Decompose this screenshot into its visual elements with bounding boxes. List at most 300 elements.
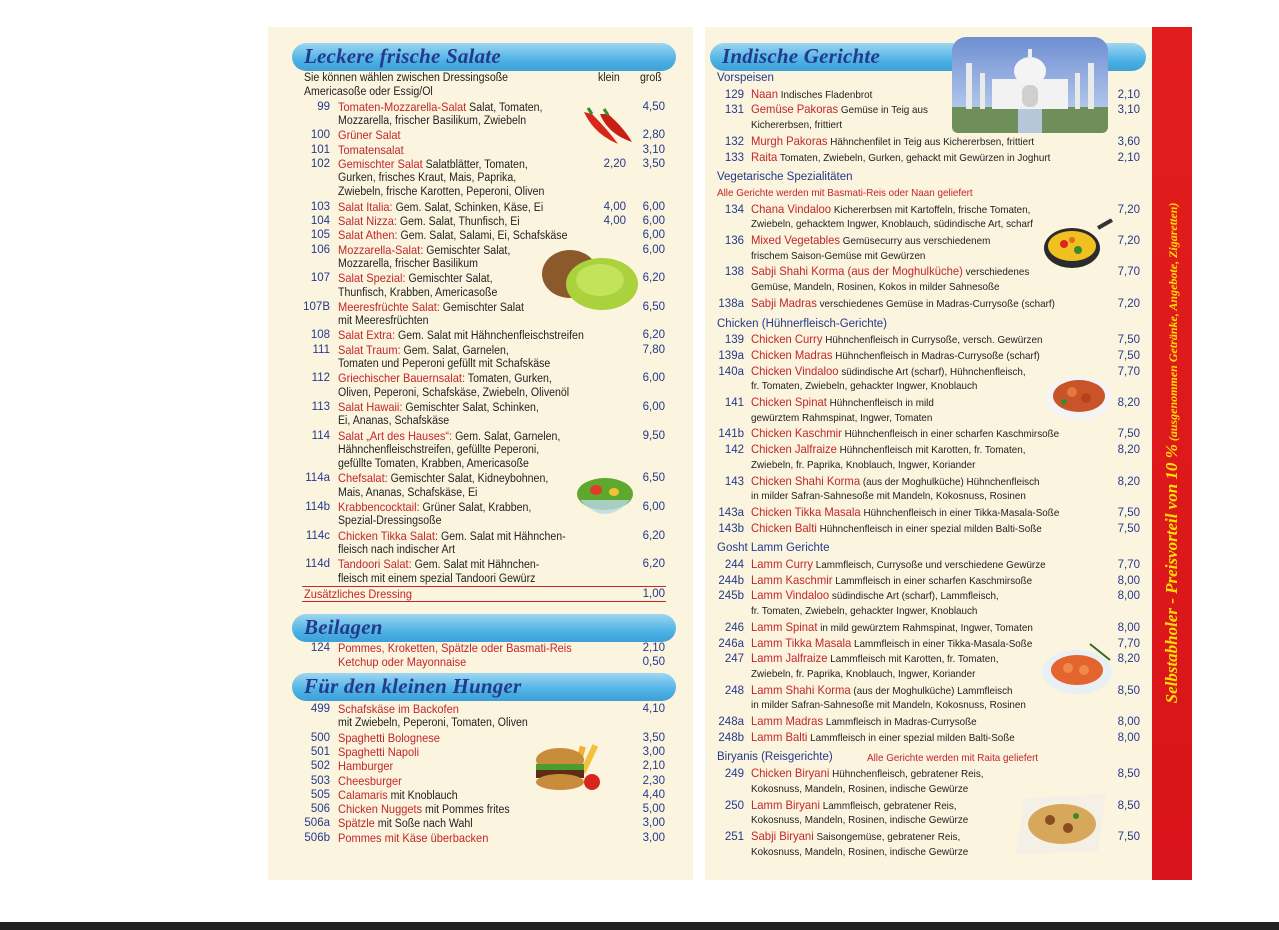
dish-item — [751, 475, 1040, 489]
item-number: 140a — [718, 365, 744, 378]
price: 8,20 — [1117, 475, 1140, 488]
item-description: Mais, Ananas, Schafskäse, Ei — [338, 486, 478, 499]
item-number: 139a — [718, 349, 744, 362]
price: 4,10 — [642, 703, 665, 715]
item-number: 143 — [724, 475, 744, 488]
side-item — [338, 641, 572, 656]
price: 7,20 — [1117, 297, 1140, 310]
item-description: Zwiebeln, frische Karotten, Peperoni, Oliven — [338, 186, 545, 199]
dish-item — [751, 427, 1059, 441]
item-number: 105 — [310, 229, 330, 242]
price: 8,00 — [1117, 716, 1140, 728]
price: 7,50 — [1117, 522, 1140, 535]
salads-intro: Americasoße oder Essig/Öl — [304, 86, 433, 99]
dish-item — [751, 365, 1026, 379]
side-item — [338, 655, 466, 670]
item-description: Hühnchenfleisch in Madras-Currysoße (scharf) — [832, 349, 1040, 362]
item-description: Oliven, Peperoni, Schafskäse, Zwiebeln, Olivenöl — [338, 386, 570, 399]
item-description: Gem. Salat mit Hähnchen- — [411, 559, 540, 572]
snack-item — [338, 816, 473, 831]
dish-item — [751, 203, 1030, 217]
dish-item — [751, 799, 957, 813]
price: 7,70 — [1117, 365, 1140, 378]
price-large: 6,20 — [642, 329, 665, 342]
price: 8,00 — [1117, 590, 1140, 603]
item-description: Gemischter Salat, Schinken, — [402, 401, 539, 414]
price: 8,20 — [1117, 653, 1140, 666]
price: 4,40 — [642, 788, 665, 801]
item-number: 100 — [310, 129, 330, 142]
item-description: Lammfleisch in einer scharfen Kaschmirsoße — [832, 574, 1033, 587]
snack-item — [338, 774, 402, 789]
item-description: Zwiebeln, fr. Paprika, Knoblauch, Ingwer, Koriander — [751, 667, 976, 680]
item-number: 133 — [724, 151, 744, 164]
snack-item — [338, 731, 440, 746]
item-number: 108 — [310, 329, 330, 342]
extra-dressing-price: 1,00 — [642, 587, 665, 600]
item-name: Krabbencocktail: — [338, 500, 420, 514]
price: 3,00 — [642, 745, 665, 758]
item-name: Lamm Biryani — [751, 797, 820, 812]
item-name: Salat Traum: — [338, 342, 401, 357]
item-number: 503 — [310, 774, 330, 787]
dish-item — [751, 589, 999, 603]
item-number: 506b — [304, 831, 330, 844]
item-description: frischem Saison-Gemüse mit Gewürzen — [751, 249, 926, 262]
dish-item — [751, 234, 990, 248]
item-name: Chicken Shahi Korma — [751, 473, 861, 488]
salad-item — [338, 328, 584, 343]
salad-item — [338, 214, 520, 229]
price-large: 2,80 — [642, 129, 665, 142]
price-large: 6,00 — [642, 200, 665, 213]
item-description: Hühnchenfleisch, gebratener Reis, — [829, 768, 984, 781]
dish-item — [751, 621, 1033, 635]
price-large: 3,10 — [642, 143, 665, 156]
item-number: 136 — [724, 235, 744, 247]
snack-item — [338, 802, 510, 817]
salad-item — [338, 157, 528, 172]
price: 7,50 — [1117, 830, 1140, 843]
price: 7,20 — [1117, 235, 1140, 247]
item-name: Salat „Art des Hauses“: — [338, 428, 453, 443]
item-description: Grüner Salat, Krabben, — [419, 502, 532, 514]
item-number: 114a — [305, 472, 330, 485]
item-description: Lammfleisch, gebratener Reis, — [819, 799, 957, 812]
dish-item — [751, 333, 1042, 347]
discount-text: Selbstabholer - Preisvorteil von 10 % (ausgenommen Getränke, Angebote, Zigaretten) — [1162, 202, 1181, 704]
item-number: 505 — [310, 788, 330, 801]
item-number: 246a — [718, 637, 744, 650]
scanner-edge — [0, 922, 1279, 930]
dish-item — [751, 574, 1032, 588]
item-description: Salatblätter, Tomaten, — [422, 158, 528, 171]
item-number: 107B — [303, 300, 330, 313]
item-description: Gem. Salat, Thunfisch, Ei — [396, 216, 520, 228]
dish-item — [751, 830, 960, 844]
price-small: 2,20 — [603, 157, 626, 170]
salad-item — [338, 500, 531, 515]
item-number: 249 — [724, 768, 744, 781]
dish-item — [751, 396, 934, 410]
item-name: Chicken Tikka Masala — [751, 504, 861, 519]
item-description: Saisongemüse, gebratener Reis, — [813, 830, 961, 843]
item-name: Spaghetti Napoli — [338, 744, 420, 759]
price-large: 6,00 — [642, 215, 665, 227]
price: 8,50 — [1117, 768, 1140, 781]
salad-item — [338, 200, 543, 215]
item-description: in mild gewürztem Rahmspinat, Ingwer, Tomaten — [817, 621, 1033, 634]
item-name: Chicken Curry — [751, 332, 823, 347]
item-number: 138 — [724, 266, 744, 279]
snack-item — [338, 702, 459, 717]
dish-item — [751, 443, 1025, 457]
salad-bowl-image — [574, 470, 636, 528]
item-name: Schafskäse im Backofen — [338, 702, 459, 716]
snack-item — [338, 745, 419, 760]
item-name: Hamburger — [338, 759, 394, 774]
price: 8,20 — [1117, 397, 1140, 409]
item-number: 114b — [305, 501, 330, 513]
item-name: Griechischer Bauernsalat: — [338, 371, 466, 386]
price: 8,00 — [1117, 731, 1140, 744]
item-name: Chicken Madras — [751, 347, 833, 362]
price: 7,50 — [1117, 334, 1140, 347]
small-hunger-title: Für den kleinen Hunger — [304, 674, 522, 698]
item-description: südindische Art (scharf), Hühnchenfleisch, — [838, 365, 1026, 378]
dish-item — [751, 637, 1032, 651]
item-name: Lamm Jalfraize — [751, 651, 828, 666]
item-description: fleisch nach indischer Art — [338, 543, 456, 556]
dish-item — [751, 684, 1013, 698]
chili-peppers-image — [578, 104, 638, 152]
item-description: Gemischter Salat, — [405, 273, 493, 286]
sides-title: Beilagen — [304, 615, 383, 639]
item-name: Meeresfrüchte Salat: — [338, 299, 440, 314]
item-description: Hühnchenfleisch in einer Tikka-Masala-Soße — [860, 506, 1060, 519]
price: 2,10 — [1117, 151, 1140, 164]
item-name: Tandoori Salat: — [338, 557, 412, 572]
item-description: Gem. Salat mit Hähnchenfleischstreifen — [395, 330, 584, 343]
item-name: Salat Athen: — [338, 228, 398, 243]
item-description: Lammfleisch in einer spezial milden Balti-Soße — [807, 731, 1015, 744]
dish-item — [751, 652, 998, 666]
item-description: fr. Tomaten, Zwiebeln, gehackter Ingwer, Knoblauch — [751, 380, 978, 393]
item-number: 139 — [724, 334, 744, 347]
item-number: 251 — [724, 830, 744, 843]
item-name: Mixed Vegetables — [751, 233, 841, 247]
item-number: 104 — [310, 215, 330, 227]
item-name: Naan — [751, 86, 778, 101]
item-name: Grüner Salat — [338, 128, 401, 143]
item-name: Gemischter Salat — [338, 156, 423, 171]
salad-item — [338, 400, 539, 415]
item-description: Hähnchenfilet in Teig aus Kichererbsen, frittiert — [827, 135, 1035, 148]
item-description: Lammfleisch mit Karotten, fr. Tomaten, — [827, 653, 999, 666]
item-number: 501 — [310, 745, 330, 758]
item-number: 106 — [310, 243, 330, 256]
item-name: Tomaten-Mozzarella-Salat — [338, 99, 467, 114]
item-number: 99 — [317, 100, 330, 113]
item-description: Gemüse in Teig aus — [838, 104, 928, 117]
col-large-header: groß — [640, 72, 662, 84]
dish-item — [751, 715, 977, 729]
dish-item — [751, 349, 1040, 363]
item-name: Murgh Pakoras — [751, 133, 828, 148]
dish-item — [751, 558, 1046, 572]
dish-item — [751, 265, 1029, 279]
price-large: 6,50 — [642, 472, 665, 485]
item-number: 111 — [312, 343, 330, 356]
price-large: 6,20 — [642, 529, 665, 542]
item-description: gewürztem Rahmspinat, Ingwer, Tomaten — [751, 411, 933, 424]
item-number: 142 — [724, 444, 744, 457]
item-name: Sabji Madras — [751, 295, 817, 310]
item-description: fleisch mit einem spezial Tandoori Gewürz — [338, 572, 536, 585]
price: 7,50 — [1117, 428, 1140, 441]
item-description: Kichererbsen, frittiert — [751, 119, 843, 132]
item-name: Ketchup oder Mayonnaise — [338, 655, 467, 670]
item-description: Kokosnuss, Mandeln, Rosinen, indische Gewürze — [751, 782, 969, 795]
price: 7,70 — [1117, 266, 1140, 279]
item-description: Hähnchenfleischstreifen, gefüllte Peperoni, — [338, 443, 540, 456]
salad-item — [338, 471, 548, 486]
price-large: 6,00 — [642, 501, 665, 513]
item-description: Kichererbsen mit Kartoffeln, frische Tomaten, — [831, 203, 1031, 216]
section-heading: Vegetarische Spezialitäten — [717, 171, 853, 184]
item-number: 248b — [718, 731, 744, 744]
price: 2,10 — [1117, 88, 1140, 101]
price-large: 4,50 — [642, 100, 665, 113]
extra-dressing-row — [304, 587, 412, 602]
item-name: Sabji Shahi Korma (aus der Moghulküche) — [751, 264, 963, 279]
item-name: Chana Vindaloo — [751, 201, 832, 216]
snack-item — [338, 759, 393, 774]
lettuce-image — [540, 244, 640, 312]
item-number: 506 — [310, 803, 330, 816]
burger-fries-image — [526, 738, 606, 794]
salads-intro: Sie können wählen zwischen Dressingsoße — [304, 72, 509, 84]
price-large: 7,80 — [642, 343, 665, 356]
salad-item — [338, 271, 493, 286]
item-number: 143a — [718, 506, 744, 519]
item-name: Spaghetti Bolognese — [338, 730, 440, 745]
price: 2,10 — [642, 642, 665, 654]
item-number: 103 — [310, 200, 330, 213]
salad-item — [338, 128, 401, 143]
item-number: 129 — [724, 88, 744, 101]
price: 8,20 — [1117, 444, 1140, 457]
salad-item — [338, 100, 543, 115]
dish-item — [751, 151, 1050, 165]
item-number: 141b — [718, 428, 744, 441]
salad-item — [338, 228, 567, 243]
item-description: Kokosnuss, Mandeln, Rosinen, indische Gewürze — [751, 814, 969, 827]
dish-item — [751, 506, 1059, 520]
price: 8,00 — [1117, 621, 1140, 634]
price: 2,10 — [642, 760, 665, 773]
discount-sidebar — [1152, 27, 1192, 880]
item-name: Pommes mit Käse überbacken — [338, 830, 489, 845]
sides-banner — [292, 614, 676, 642]
item-description: Gem. Salat, Salami, Ei, Schafskäse — [397, 230, 568, 243]
item-name: Salat Italia: — [338, 199, 393, 214]
item-name: Chicken Tikka Salat: — [338, 528, 439, 543]
price: 7,70 — [1117, 559, 1140, 571]
item-number: 114d — [305, 558, 330, 571]
dish-item — [751, 767, 984, 781]
salad-item — [338, 343, 509, 358]
item-name: Lamm Madras — [751, 714, 824, 728]
price: 3,60 — [1117, 135, 1140, 148]
price: 8,50 — [1117, 684, 1140, 697]
item-name: Sabji Biryani — [751, 828, 814, 843]
item-description: Thunfisch, Krabben, Americasoße — [338, 286, 498, 299]
item-number: 250 — [724, 799, 744, 812]
biryani-image — [1010, 790, 1110, 858]
shrimp-dish-image — [1040, 640, 1114, 698]
salads-title: Leckere frische Salate — [304, 44, 501, 68]
price-large: 6,20 — [642, 272, 665, 285]
taj-mahal-image — [952, 37, 1108, 133]
dish-item — [751, 135, 1034, 149]
item-description: gefüllte Tomaten, Krabben, Americasoße — [338, 458, 529, 471]
item-number: 247 — [724, 653, 744, 666]
item-number: 502 — [310, 760, 330, 773]
item-number: 102 — [310, 157, 330, 170]
item-description: Kokosnuss, Mandeln, Rosinen, indische Gewürze — [751, 845, 969, 858]
item-description: Ei, Ananas, Schafskäse — [338, 415, 450, 428]
item-description: fr. Tomaten, Zwiebeln, gehackter Ingwer, Knoblauch — [751, 605, 978, 618]
item-description: in milder Safran-Sahnesoße mit Mandeln, Kokosnuss, Rosinen — [751, 699, 1026, 712]
salad-item — [338, 143, 404, 158]
item-description: Gemischter Salat, — [423, 244, 511, 257]
section-heading: Biryanis (Reisgerichte) — [717, 751, 833, 764]
item-description: Mozzarella, frischer Basilikum — [338, 257, 478, 270]
price-large: 6,00 — [642, 229, 665, 242]
price-large: 6,00 — [642, 400, 665, 413]
price: 3,50 — [642, 731, 665, 744]
item-number: 134 — [724, 203, 744, 216]
price: 7,50 — [1117, 506, 1140, 519]
price: 5,00 — [642, 803, 665, 816]
item-description: Gem. Salat, Garnelen, — [452, 430, 561, 443]
item-name: Chicken Jalfraize — [751, 442, 837, 457]
indian-title: Indische Gerichte — [722, 44, 880, 68]
item-description: Zwiebeln, gehacktem Ingwer, Knoblauch, südindische Art, scharf — [751, 218, 1033, 231]
item-name: Salat Hawaii: — [338, 399, 403, 414]
item-description: mit Zwiebeln, Peperoni, Tomaten, Oliven — [338, 717, 528, 730]
col-small-header: klein — [598, 72, 620, 84]
dressing-rule — [302, 601, 666, 602]
item-name: Lamm Curry — [751, 557, 814, 571]
dish-item — [751, 103, 928, 117]
item-description: (aus der Moghulküche) Hühnchenfleisch — [860, 475, 1040, 488]
section-heading: Chicken (Hühnerfleisch-Gerichte) — [717, 317, 888, 330]
item-description: Gemüse, Mandeln, Rosinen, Kokos in milder Sahnesoße — [751, 281, 1000, 294]
price: 7,70 — [1117, 637, 1140, 650]
item-description: mit Knoblauch — [387, 789, 458, 802]
item-description: Lammfleisch, Currysoße und verschiedene Gewürze — [813, 559, 1046, 571]
item-number: 132 — [724, 135, 744, 148]
item-name: Salat Nizza: — [338, 214, 397, 228]
item-description: Gem. Salat, Garnelen, — [400, 344, 509, 357]
section-note: Alle Gerichte werden mit Basmati-Reis oder Naan geliefert — [717, 186, 973, 199]
item-number: 246 — [724, 621, 744, 634]
item-description: südindische Art (scharf), Lammfleisch, — [829, 590, 999, 603]
item-number: 244 — [724, 559, 744, 571]
item-number: 244b — [718, 574, 744, 587]
price-large: 3,50 — [642, 157, 665, 170]
item-description: Salat, Tomaten, — [466, 101, 543, 114]
item-number: 131 — [724, 104, 744, 117]
item-name: Chicken Spinat — [751, 395, 827, 409]
item-number: 499 — [310, 703, 330, 715]
item-number: 114 — [311, 429, 330, 442]
item-name: Chicken Balti — [751, 520, 817, 535]
item-name: Chicken Biryani — [751, 766, 830, 781]
section-heading: Gosht Lamm Gerichte — [717, 542, 830, 555]
dish-item — [751, 88, 872, 102]
item-name: Tomatensalat — [338, 142, 404, 157]
item-number: 107 — [310, 272, 330, 285]
price: 8,00 — [1117, 574, 1140, 587]
item-number: 113 — [311, 400, 330, 413]
price-large: 6,00 — [642, 243, 665, 256]
item-description: mit Meeresfrüchten — [338, 315, 429, 328]
item-description: in milder Safran-Sahnesoße mit Mandeln, Kokosnuss, Rosinen — [751, 490, 1026, 503]
price: 3,10 — [1117, 104, 1140, 117]
salad-item — [338, 243, 510, 258]
item-description: Gem. Salat mit Hähnchen- — [438, 530, 566, 543]
item-number: 506a — [304, 817, 330, 830]
chicken-dish-image — [1044, 368, 1114, 424]
salad-item — [338, 529, 566, 544]
price: 3,00 — [642, 831, 665, 844]
item-name: Chefsalat: — [338, 471, 388, 486]
item-number: 245b — [718, 590, 744, 603]
item-description: mit Soße nach Wahl — [374, 818, 473, 831]
curry-pan-image — [1042, 218, 1114, 274]
item-number: 124 — [310, 642, 330, 654]
item-name: Salat Spezial: — [338, 271, 406, 286]
small-hunger-banner — [292, 673, 676, 701]
salad-item — [338, 429, 560, 444]
item-description: Gem. Salat, Schinken, Käse, Ei — [392, 201, 544, 214]
item-number: 143b — [718, 522, 744, 535]
item-description: Gemischter Salat — [439, 301, 524, 314]
price: 8,50 — [1117, 799, 1140, 812]
salad-item — [338, 300, 524, 315]
item-description: mit Pommes frites — [422, 804, 510, 817]
item-name: Chicken Nuggets — [338, 802, 423, 817]
item-description: Indisches Fladenbrot — [777, 88, 873, 101]
item-description: Zwiebeln, fr. Paprika, Knoblauch, Ingwer, Koriander — [751, 458, 976, 471]
item-description: Hühnchenfleisch in einer scharfen Kaschmirsoße — [841, 428, 1060, 441]
item-name: Salat Extra: — [338, 328, 396, 343]
price-small: 4,00 — [603, 215, 626, 227]
salads-banner — [292, 43, 676, 71]
dish-item — [751, 731, 1015, 745]
item-name: Lamm Shahi Korma — [751, 682, 851, 697]
salad-item — [338, 557, 539, 572]
item-name: Chicken Vindaloo — [751, 363, 839, 378]
snack-item — [338, 831, 488, 846]
item-description: Tomaten, Gurken, — [465, 373, 552, 386]
item-description: Mozzarella, frischer Basilikum, Zwiebeln — [338, 114, 527, 127]
price-large: 6,50 — [642, 300, 665, 313]
price-large: 6,00 — [642, 372, 665, 385]
